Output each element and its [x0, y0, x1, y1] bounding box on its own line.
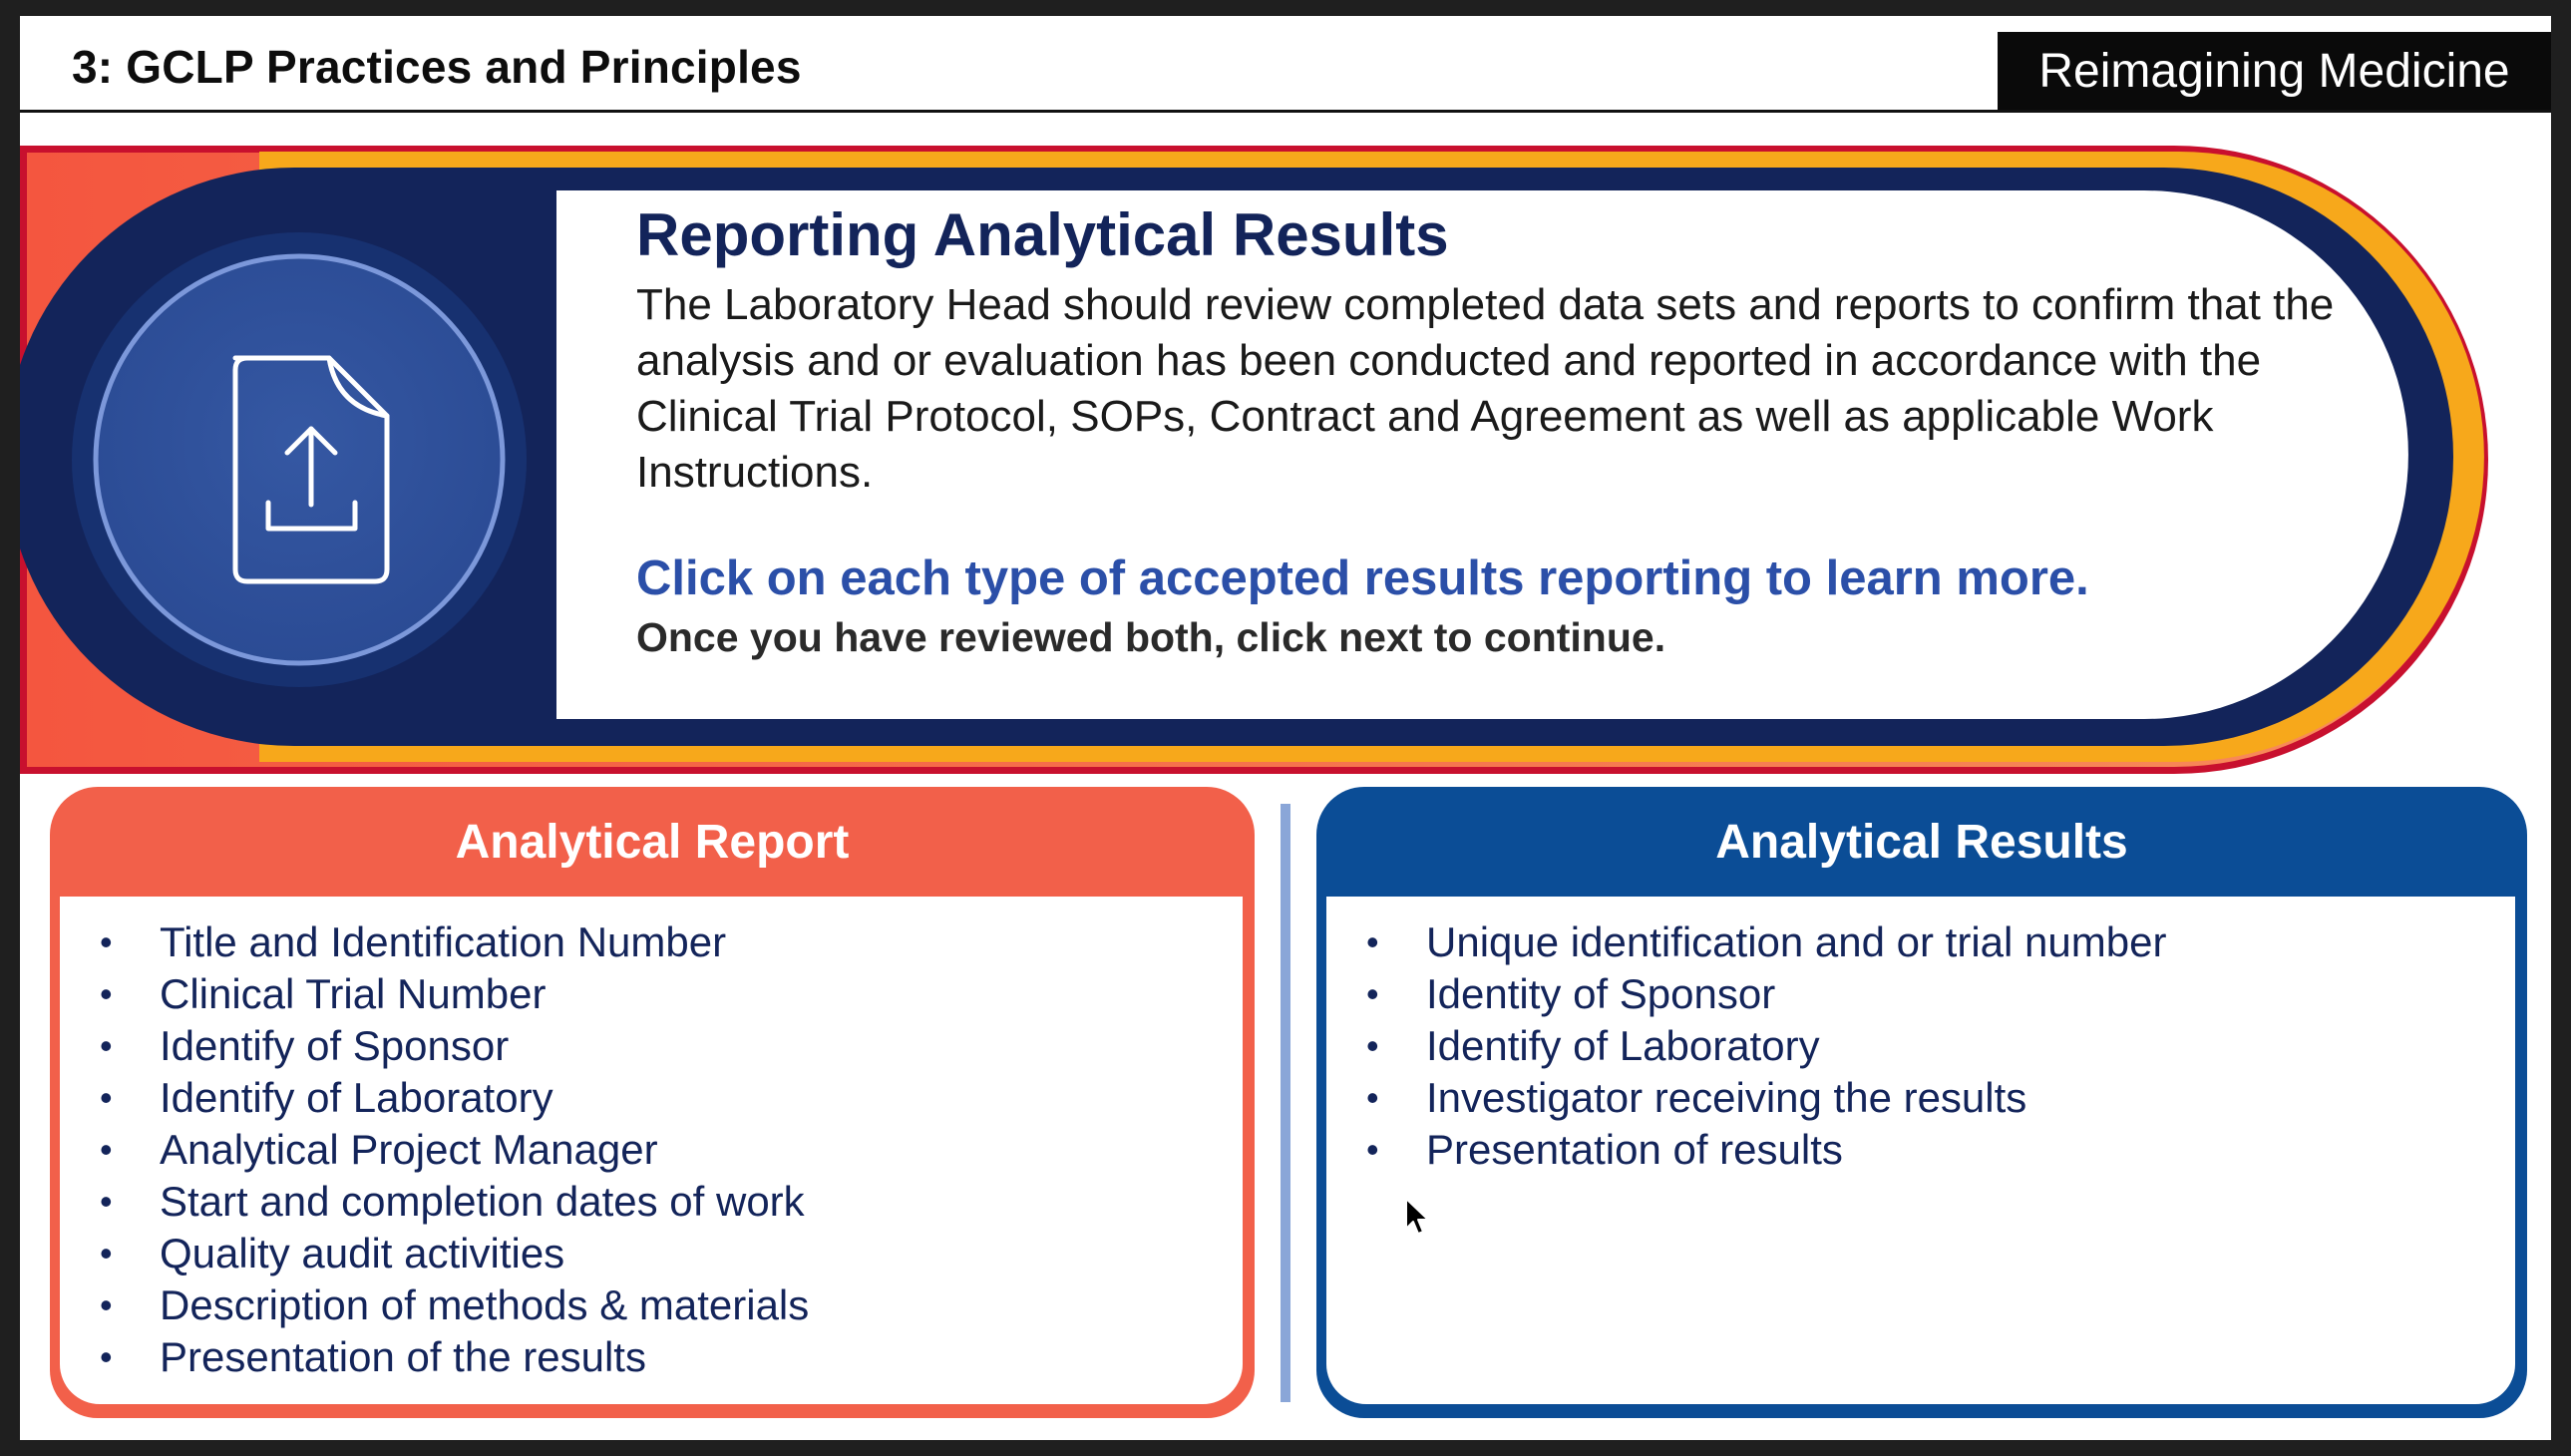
- list-item: • Identify of Sponsor: [100, 1020, 1243, 1072]
- card-body: [60, 897, 1243, 1404]
- slide: [20, 16, 2551, 1440]
- list-item: • Identify of Laboratory: [100, 1072, 1243, 1124]
- section-description: The Laboratory Head should review completed data sets and reports to confirm that the analysis and or evaluation has been conducted and reported in accordance with the Clinical Trial Protocol, SOPs, Contract and Agreement as well as applicable Work Instructions.: [636, 280, 2335, 497]
- list-item: • Presentation of results: [1366, 1124, 2515, 1176]
- card-body: [1326, 897, 2515, 1404]
- list-item: • Title and Identification Number: [100, 916, 1243, 968]
- results-items-list: [1326, 897, 2515, 1176]
- module-title: 3: GCLP Practices and Principles: [72, 41, 802, 93]
- list-item: • Start and completion dates of work: [100, 1176, 1243, 1228]
- list-item: • Presentation of the results: [100, 1331, 1243, 1383]
- analytical-results-card[interactable]: [1316, 787, 2527, 1418]
- analytical-report-card[interactable]: [50, 787, 1255, 1418]
- list-item: • Analytical Project Manager: [100, 1124, 1243, 1176]
- section-heading: Reporting Analytical Results: [636, 201, 1449, 268]
- mouse-pointer-icon: [1404, 1197, 1432, 1239]
- list-item: • Investigator receiving the results: [1366, 1072, 2515, 1124]
- brand-badge: Reimagining Medicine: [1998, 32, 2551, 110]
- list-item: • Identity of Sponsor: [1366, 968, 2515, 1020]
- instruction-cta: Click on each type of accepted results reporting to learn more.: [636, 551, 2089, 605]
- card-title: Analytical Report: [455, 815, 850, 869]
- banner-content: [636, 200, 2352, 661]
- instruction-subtext: Once you have reviewed both, click next to continue.: [636, 614, 1666, 660]
- card-title: Analytical Results: [1715, 815, 2128, 869]
- list-item: • Quality audit activities: [100, 1228, 1243, 1279]
- slide-header: [20, 16, 2551, 113]
- list-item: • Description of methods & materials: [100, 1279, 1243, 1331]
- icon-circle: [96, 256, 503, 663]
- list-item: • Unique identification and or trial number: [1366, 916, 2515, 968]
- list-item: • Clinical Trial Number: [100, 968, 1243, 1020]
- card-divider: [1281, 804, 1290, 1402]
- list-item: • Identify of Laboratory: [1366, 1020, 2515, 1072]
- report-items-list: [60, 897, 1243, 1383]
